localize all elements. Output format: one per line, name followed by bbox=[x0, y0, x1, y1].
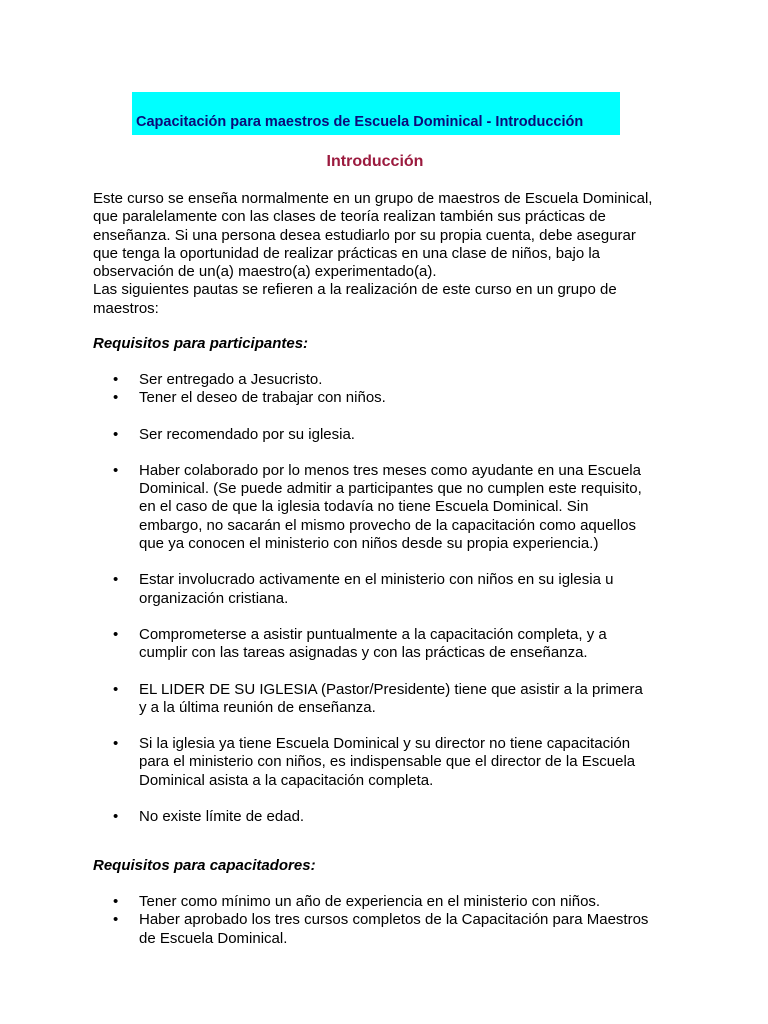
list-item: • EL LIDER DE SU IGLESIA (Pastor/Presidente) tiene que asistir a la primera y a la última reunión de enseñanza. bbox=[93, 681, 653, 718]
list-item: • Si la iglesia ya tiene Escuela Dominical y su director no tiene capacitación para el ministerio con niños, es indispensable que el director de la Escuela Dominical asista a la capacitación completa. bbox=[93, 735, 653, 790]
intro-text bbox=[93, 190, 653, 318]
list-item: • Haber colaborado por lo menos tres meses como ayudante en una Escuela Dominical. (Se puede admitir a participantes que no cumplen este requisito, en el caso de que la iglesia todavía no tiene Escuela Dominical. Sin embargo, no sacarán el mismo provecho de la capacitación como aquellos que ya conocen el ministerio con niños desde su propia experiencia.) bbox=[93, 462, 653, 553]
intro-paragraph: Las siguientes pautas se refieren a la realización de este curso en un grupo de maestros: bbox=[93, 281, 617, 317]
trainers-heading: Requisitos para capacitadores: bbox=[93, 857, 316, 874]
list-item: • Haber aprobado los tres cursos completos de la Capacitación para Maestros de Escuela Dominical. bbox=[93, 911, 653, 948]
document-title: Capacitación para maestros de Escuela Dominical - Introducción bbox=[136, 114, 584, 130]
list-item: • No existe límite de edad. bbox=[93, 808, 653, 826]
list-item: • Comprometerse a asistir puntualmente a la capacitación completa, y a cumplir con las tareas asignadas y con las prácticas de enseñanza. bbox=[93, 626, 653, 663]
participants-list bbox=[93, 371, 653, 826]
list-item: • Tener como mínimo un año de experiencia en el ministerio con niños. bbox=[93, 893, 653, 911]
section-heading: Introducción bbox=[326, 153, 424, 170]
intro-paragraph: Este curso se enseña normalmente en un grupo de maestros de Escuela Dominical, que paralelamente con las clases de teoría realizan también sus prácticas de enseñanza. Si una persona desea estudiarlo por su propia cuenta, debe asegurar que tenga la oportunidad de realizar prácticas en una clase de niños, bajo la observación de un(a) maestro(a) experimentado(a). bbox=[93, 190, 653, 281]
list-item: • Ser recomendado por su iglesia. bbox=[93, 426, 653, 444]
participants-heading: Requisitos para participantes: bbox=[93, 335, 309, 352]
list-item: • Ser entregado a Jesucristo. bbox=[93, 371, 653, 389]
trainers-list bbox=[93, 893, 653, 948]
list-item: • Estar involucrado activamente en el ministerio con niños en su iglesia u organización cristiana. bbox=[93, 571, 653, 608]
list-item: • Tener el deseo de trabajar con niños. bbox=[93, 389, 653, 407]
